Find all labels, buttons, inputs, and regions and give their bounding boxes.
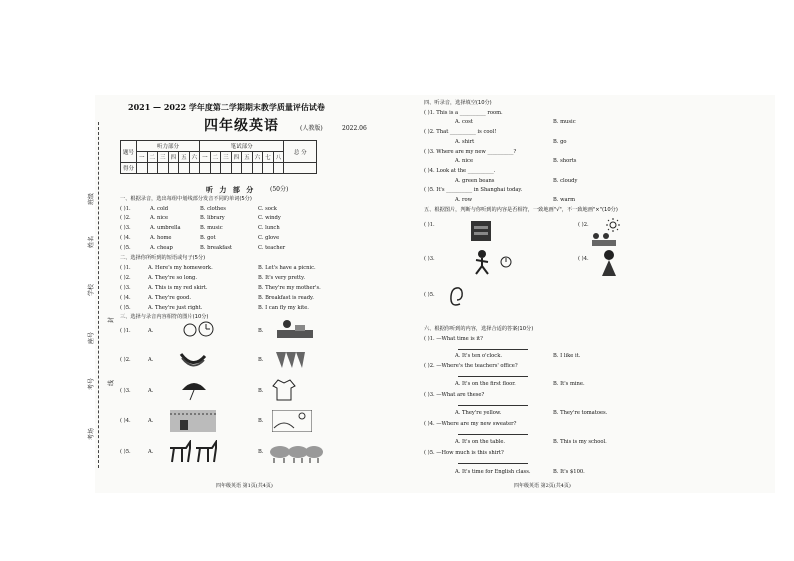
score-cell[interactable] — [179, 163, 190, 174]
exam-date: 2022.06 — [342, 125, 367, 132]
seal-char-xian: 线 — [108, 379, 115, 386]
s3-q3-b: B. — [258, 388, 264, 394]
s3-q2-a: A. — [148, 357, 154, 363]
score-table — [120, 140, 317, 174]
seal-char-feng: 封 — [108, 316, 115, 323]
s4-q2[interactable]: ( )2. That __________ is cool! — [424, 129, 497, 135]
s4-q1-b: B. music — [553, 119, 576, 125]
s2-q2-b: B. It's very pretty. — [258, 275, 305, 281]
s6-q5[interactable]: ( )5. —How much is this shirt? — [424, 450, 504, 456]
s2-q5-a: A. They're just right. — [148, 305, 203, 311]
binding-label-school: 学校 — [88, 283, 95, 296]
s1-q2-num[interactable]: ( )2. — [120, 215, 131, 221]
rainy-scene-icon — [170, 410, 216, 432]
score-cell[interactable] — [189, 163, 200, 174]
score-col: 一 — [200, 152, 211, 163]
sun-icon — [606, 218, 620, 232]
s2-q5-b: B. I can fly my kite. — [258, 305, 309, 311]
section2-heading: 二、选择你所听到的短语或句子(5分) — [120, 255, 206, 261]
s6-q5-a: A. It's time for English class. — [455, 469, 531, 475]
sunny-scene-icon — [272, 410, 312, 432]
score-col: 四 — [231, 152, 242, 163]
s3-q4-num[interactable]: ( )4. — [120, 418, 131, 424]
s6-q4-a: A. It's on the table. — [455, 439, 506, 445]
s1-q3-num[interactable]: ( )3. — [120, 225, 131, 231]
score-cell[interactable] — [210, 163, 221, 174]
s4-q3-b: B. shorts — [553, 158, 577, 164]
listening-points: (50分) — [270, 186, 289, 193]
s6-q3-answer-line — [458, 405, 528, 406]
s2-q3-a: A. This is my red skirt. — [148, 285, 208, 291]
s4-q5-b: B. warm — [553, 197, 576, 203]
exam-title: 2021 — 2022 学年度第二学期期末教学质量评估试卷 — [128, 102, 325, 112]
s4-q5-a: A. row — [455, 197, 473, 203]
s3-q4-a: A. — [148, 418, 154, 424]
s5-q2[interactable]: ( )2. — [578, 222, 589, 228]
s3-q5-num[interactable]: ( )5. — [120, 449, 131, 455]
score-header-qnum: 题号 — [121, 141, 137, 163]
girl-icon — [596, 248, 622, 278]
score-col: 二 — [147, 152, 158, 163]
s6-q1[interactable]: ( )1. —What time is it? — [424, 336, 483, 342]
s2-q5-num[interactable]: ( )5. — [120, 305, 131, 311]
s2-q4-a: A. They're good. — [148, 295, 192, 301]
binding-label-room: 考场 — [88, 427, 95, 440]
score-cell[interactable] — [263, 163, 274, 174]
section3-heading: 三、选择与录音内容相符的图片(10分) — [120, 314, 209, 320]
score-cell[interactable] — [252, 163, 263, 174]
s4-q5[interactable]: ( )5. It's __________ in Shanghai today. — [424, 187, 523, 193]
s3-q4-b: B. — [258, 418, 264, 424]
s3-q2-b: B. — [258, 357, 264, 363]
s4-q4-b: B. cloudy — [553, 178, 578, 184]
s2-q1-num[interactable]: ( )1. — [120, 265, 131, 271]
s2-q1-b: B. Let's have a picnic. — [258, 265, 316, 271]
score-cell[interactable] — [273, 163, 284, 174]
section1-heading: 一、根据录音，选出每组中划线部分发音不同的单词(5分) — [120, 196, 252, 202]
score-col: 一 — [137, 152, 148, 163]
score-col: 三 — [158, 152, 169, 163]
carrots-icon — [272, 348, 306, 370]
binding-dashed-line — [98, 122, 99, 468]
s1-q1-a: A. cold — [150, 206, 169, 212]
s5-q5[interactable]: ( )5. — [424, 292, 435, 298]
binding-label-seat: 座号 — [88, 331, 95, 344]
s6-q2-a: A. It's on the first floor. — [455, 381, 516, 387]
sheep-icon — [268, 442, 324, 464]
section4-heading: 四、听录音，选择填空(10分) — [424, 100, 492, 106]
score-cell[interactable] — [221, 163, 232, 174]
s1-q3-a: A. umbrella — [150, 225, 181, 231]
s6-q1-a: A. It's ten o'clock. — [455, 353, 502, 359]
score-cell[interactable] — [147, 163, 158, 174]
s6-q3[interactable]: ( )3. —What are these? — [424, 392, 485, 398]
score-cell[interactable] — [168, 163, 179, 174]
s1-q5-c: C. teacher — [258, 245, 286, 251]
s4-q1-a: A. cost — [455, 119, 473, 125]
s2-q3-b: B. They're my mother's. — [258, 285, 321, 291]
s1-q3-b: B. music — [200, 225, 223, 231]
s1-q4-b: B. got — [200, 235, 216, 241]
running-boy-icon — [468, 248, 496, 276]
score-col: 五 — [179, 152, 190, 163]
binding-label-name: 姓名 — [88, 235, 95, 248]
kids-group-icon — [590, 232, 618, 248]
s1-q5-a: A. cheap — [150, 245, 173, 251]
section6-heading: 六、根据你听到的内容，选择合适的答案(10分) — [424, 326, 534, 332]
score-col: 八 — [273, 152, 284, 163]
s1-q2-c: C. windy — [258, 215, 281, 221]
s1-q1-num[interactable]: ( )1. — [120, 206, 131, 212]
sweater-icon — [468, 218, 494, 244]
s1-q1-c: C. sock — [258, 206, 277, 212]
s2-q2-a: A. They're so long. — [148, 275, 197, 281]
score-header-writing: 笔试部分 — [200, 141, 284, 152]
score-header-listening: 听力部分 — [137, 141, 200, 152]
binding-label-id: 考号 — [88, 377, 95, 390]
score-col: 二 — [210, 152, 221, 163]
score-header-total: 总 分 — [284, 141, 317, 163]
s2-q3-num[interactable]: ( )3. — [120, 285, 131, 291]
binding-label-class: 班级 — [88, 192, 95, 205]
s4-q2-a: A. shirt — [455, 139, 475, 145]
s3-q1-b: B. — [258, 328, 264, 334]
subject-title: 四年级英语 — [204, 118, 279, 134]
left-page-footer: 四年级英语 第1页(共4页) — [216, 483, 273, 489]
s4-q3-a: A. nice — [455, 158, 474, 164]
s3-q1-a: A. — [148, 328, 154, 334]
s5-q4[interactable]: ( )4. — [578, 256, 589, 262]
s4-q1[interactable]: ( )1. This is a __________ room. — [424, 110, 503, 116]
s1-q5-num[interactable]: ( )5. — [120, 245, 131, 251]
s1-q2-a: A. nice — [150, 215, 169, 221]
s5-q3[interactable]: ( )3. — [424, 256, 435, 262]
s1-q3-c: C. lunch — [258, 225, 280, 231]
s6-q4[interactable]: ( )4. —Where are my new sweater? — [424, 421, 517, 427]
score-cell[interactable] — [231, 163, 242, 174]
section5-heading: 五、根据图片，判断与你听到的内容是否相符，一致地画"√"，不一致地画"×"(10分) — [424, 207, 618, 213]
score-col: 五 — [242, 152, 253, 163]
bananas-icon — [178, 348, 208, 370]
right-page-footer: 四年级英语 第2页(共4页) — [514, 483, 571, 489]
s1-q4-a: A. home — [150, 235, 172, 241]
reading-kid-icon — [275, 318, 315, 340]
s1-q4-c: C. glove — [258, 235, 280, 241]
s3-q5-b: B. — [258, 449, 264, 455]
s3-q3-a: A. — [148, 388, 154, 394]
s6-q2-b: B. It's mine. — [553, 381, 585, 387]
s2-q1-a: A. Here's my homework. — [148, 265, 213, 271]
edition-label: (人教版) — [300, 125, 323, 132]
score-col: 四 — [168, 152, 179, 163]
score-cell[interactable] — [242, 163, 253, 174]
s2-q4-b: B. Breakfast is ready. — [258, 295, 314, 301]
coat-icon — [272, 378, 296, 402]
s2-q4-num[interactable]: ( )4. — [120, 295, 131, 301]
s3-q2-num[interactable]: ( )2. — [120, 357, 131, 363]
s4-q2-b: B. go — [553, 139, 567, 145]
s6-q2[interactable]: ( )2. —Where's the teachers' office? — [424, 363, 518, 369]
s6-q5-b: B. It's $100. — [553, 469, 585, 475]
s3-q3-num[interactable]: ( )3. — [120, 388, 131, 394]
score-cell[interactable] — [200, 163, 211, 174]
umbrella-icon — [180, 378, 208, 402]
s1-q5-b: B. breakfast — [200, 245, 232, 251]
s6-q1-b: B. I like it. — [553, 353, 581, 359]
score-cell[interactable] — [137, 163, 148, 174]
s6-q3-a: A. They're yellow. — [455, 410, 502, 416]
s4-q3[interactable]: ( )3. Where are my new __________? — [424, 149, 517, 155]
s3-q5-a: A. — [148, 449, 154, 455]
s6-q4-answer-line — [458, 434, 528, 435]
s6-q2-answer-line — [458, 376, 528, 377]
s6-q3-b: B. They're tomatoes. — [553, 410, 608, 416]
s2-q2-num[interactable]: ( )2. — [120, 275, 131, 281]
score-cell[interactable] — [284, 163, 317, 174]
clock-icon — [500, 256, 512, 268]
score-col: 六 — [252, 152, 263, 163]
score-col: 七 — [263, 152, 274, 163]
s1-q1-b: B. clothes — [200, 206, 226, 212]
s6-q4-b: B. This is my school. — [553, 439, 607, 445]
score-row-label: 得分 — [121, 163, 137, 174]
ear-icon — [448, 286, 464, 308]
score-cell[interactable] — [158, 163, 169, 174]
s4-q4-a: A. green beans — [455, 178, 495, 184]
clock-kid-icon — [180, 320, 216, 340]
s3-q1-num[interactable]: ( )1. — [120, 328, 131, 334]
s6-q5-answer-line — [458, 463, 528, 464]
s6-q1-answer-line — [458, 349, 528, 350]
s5-q1[interactable]: ( )1. — [424, 222, 435, 228]
score-col: 三 — [221, 152, 232, 163]
s1-q4-num[interactable]: ( )4. — [120, 235, 131, 241]
horses-icon — [168, 440, 220, 464]
s1-q2-b: B. library — [200, 215, 225, 221]
listening-heading: 听 力 部 分 — [206, 185, 256, 194]
score-col: 六 — [189, 152, 200, 163]
s4-q4[interactable]: ( )4. Look at the __________. — [424, 168, 496, 174]
